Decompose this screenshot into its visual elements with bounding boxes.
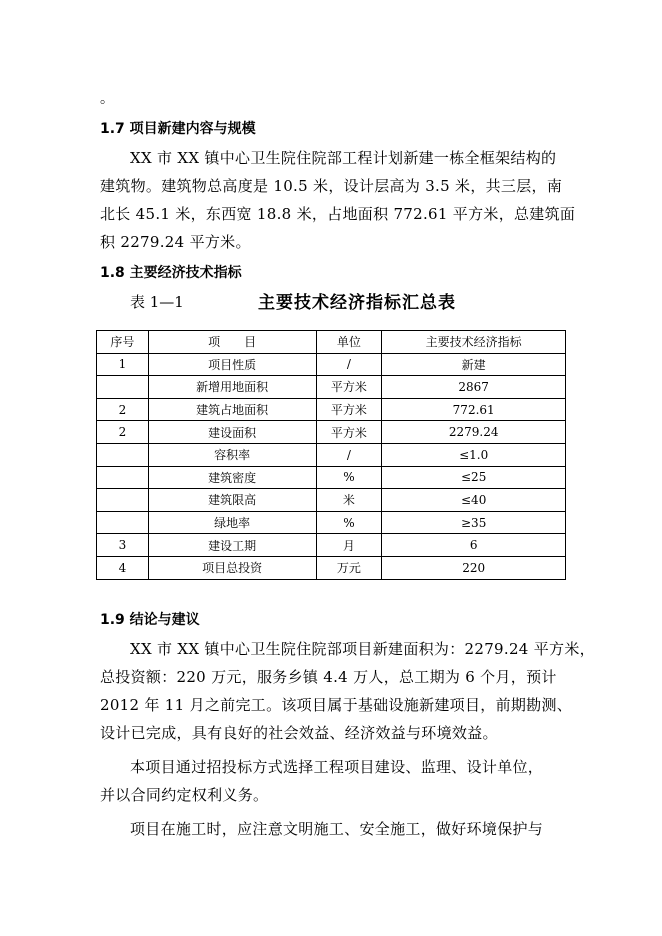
cell-item: 建设工期 [148, 534, 316, 557]
cell-item: 新增用地面积 [148, 376, 316, 399]
table-row [97, 556, 566, 579]
cell-item: 绿地率 [148, 511, 316, 534]
cell-seq [97, 443, 149, 466]
cell-seq: 2 [97, 398, 149, 421]
cell-unit: % [316, 466, 382, 489]
cell-item: 项目总投资 [148, 556, 316, 579]
cell-seq [97, 511, 149, 534]
cell-item: 建筑占地面积 [148, 398, 316, 421]
paragraph-line: 设计已完成，具有良好的社会效益、经济效益与环境效益。 [100, 724, 498, 742]
cell-seq: 3 [97, 534, 149, 557]
paragraph-line: 本项目通过招投标方式选择工程项目建设、监理、设计单位， [130, 758, 544, 776]
cell-item: 建筑密度 [148, 466, 316, 489]
cell-value: 新建 [382, 353, 566, 376]
table-row [97, 353, 566, 376]
header-unit: 单位 [316, 331, 382, 354]
header-seq: 序号 [97, 331, 149, 354]
paragraph-line: 建筑物。建筑物总高度是 10.5 米，设计层高为 3.5 米，共三层，南 [100, 177, 563, 195]
top-mark: 。 [100, 91, 114, 107]
cell-item: 建筑限高 [148, 489, 316, 512]
paragraph-line: 并以合同约定权利义务。 [100, 786, 269, 804]
cell-item: 容积率 [148, 443, 316, 466]
cell-item: 建设面积 [148, 421, 316, 444]
section-1-8-heading: 1.8 主要经济技术指标 [100, 265, 242, 281]
cell-unit: 平方米 [316, 421, 382, 444]
header-item: 项 目 [148, 331, 316, 354]
cell-unit: 米 [316, 489, 382, 512]
table-row [97, 398, 566, 421]
cell-value: ≤40 [382, 489, 566, 512]
table-header-row [97, 331, 566, 354]
paragraph-line: 总投资额：220 万元，服务乡镇 4.4 万人，总工期为 6 个月，预计 [100, 668, 557, 686]
cell-value: ≤25 [382, 466, 566, 489]
cell-seq: 1 [97, 353, 149, 376]
cell-seq [97, 376, 149, 399]
table-title: 主要技术经济指标汇总表 [258, 293, 456, 313]
cell-unit: 平方米 [316, 398, 382, 421]
header-indicator: 主要技术经济指标 [382, 331, 566, 354]
cell-seq [97, 466, 149, 489]
cell-value: 2867 [382, 376, 566, 399]
table-row [97, 534, 566, 557]
cell-seq [97, 489, 149, 512]
cell-value: 6 [382, 534, 566, 557]
cell-unit: 月 [316, 534, 382, 557]
cell-value: 220 [382, 556, 566, 579]
cell-unit: % [316, 511, 382, 534]
cell-value: ≤1.0 [382, 443, 566, 466]
cell-value: 772.61 [382, 398, 566, 421]
cell-unit: / [316, 443, 382, 466]
table-row [97, 511, 566, 534]
paragraph-line: 北长 45.1 米，东西宽 18.8 米，占地面积 772.61 平方米，总建筑面 [100, 205, 576, 223]
paragraph-line: 项目在施工时，应注意文明施工、安全施工，做好环境保护与 [130, 820, 544, 838]
cell-item: 项目性质 [148, 353, 316, 376]
table-row [97, 421, 566, 444]
table-row [97, 443, 566, 466]
cell-value: ≥35 [382, 511, 566, 534]
table-row [97, 489, 566, 512]
paragraph-line: XX 市 XX 镇中心卫生院住院部工程计划新建一栋全框架结构的 [130, 149, 557, 167]
cell-unit: 万元 [316, 556, 382, 579]
paragraph-line: 积 2279.24 平方米。 [100, 233, 251, 251]
paragraph-line: XX 市 XX 镇中心卫生院住院部项目新建面积为：2279.24 平方米， [130, 640, 595, 658]
table-label: 表 1—1 [130, 293, 184, 311]
section-1-9-heading: 1.9 结论与建议 [100, 612, 200, 628]
cell-seq: 2 [97, 421, 149, 444]
paragraph-line: 2012 年 11 月之前完工。该项目属于基础设施新建项目，前期勘测、 [100, 696, 573, 714]
section-1-7-heading: 1.7 项目新建内容与规模 [100, 121, 256, 137]
table-row [97, 376, 566, 399]
table-row [97, 466, 566, 489]
cell-value: 2279.24 [382, 421, 566, 444]
cell-unit: / [316, 353, 382, 376]
cell-unit: 平方米 [316, 376, 382, 399]
cell-seq: 4 [97, 556, 149, 579]
economic-indicators-table [96, 330, 566, 580]
